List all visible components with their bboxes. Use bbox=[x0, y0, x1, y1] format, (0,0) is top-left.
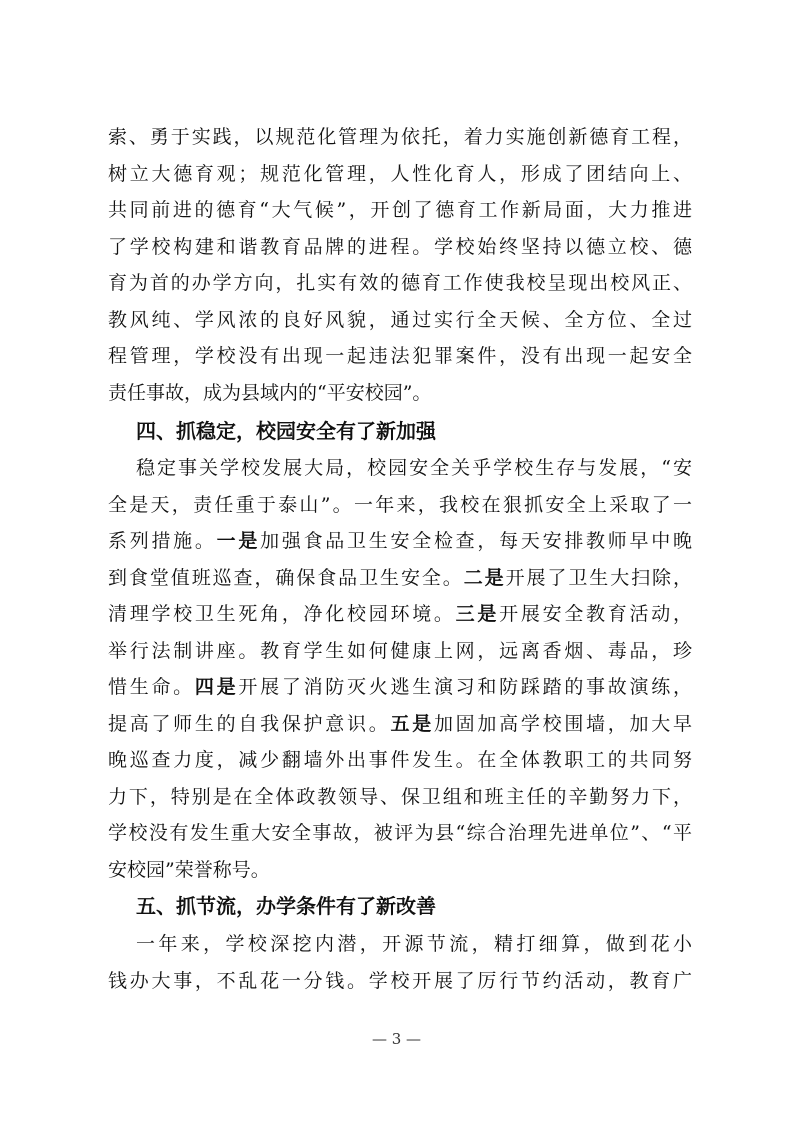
text-segment: 开展了消防灭火逃生演习和防踩踏的事故演练， bbox=[238, 676, 692, 698]
text-line bbox=[108, 815, 692, 851]
text-segment: 到食堂值班巡查，确保食品卫生安全。 bbox=[108, 567, 464, 589]
text-segment: 全是天，责任重于泰山”。一年来，我校在狠抓安全上采取了一 bbox=[108, 494, 692, 516]
text-segment: 树立大德育观；规范化管理，人性化育人，形成了团结向上、 bbox=[108, 163, 692, 185]
text-segment: 提高了师生的自我保护意识。 bbox=[108, 713, 391, 735]
text-line bbox=[108, 487, 692, 523]
text-segment: 惜生命。 bbox=[108, 676, 195, 698]
text-segment: 索、勇于实践，以规范化管理为依托，着力实施创新德育工程， bbox=[108, 126, 692, 148]
bold-label: 四是 bbox=[194, 676, 239, 698]
text-line bbox=[108, 963, 692, 999]
text-segment: 共同前进的德育“大气候”，开创了德育工作新局面，大力推进 bbox=[108, 199, 692, 221]
text-segment: 举行法制讲座。教育学生如何健康上网，远离香烟、毒品，珍 bbox=[108, 640, 692, 662]
text-segment: 程管理，学校没有出现一起违法犯罪案件，没有出现一起安全 bbox=[108, 345, 692, 367]
text-line bbox=[108, 229, 692, 265]
text-segment: 清理学校卫生死角，净化校园环境。 bbox=[108, 603, 456, 625]
bold-label: 一是 bbox=[216, 530, 261, 552]
text-line bbox=[108, 192, 692, 228]
text-segment: 教风纯、学风浓的良好风貌，通过实行全天候、全方位、全过 bbox=[108, 309, 692, 331]
text-segment: 育为首的办学方向，扎实有效的德育工作使我校呈现出校风正、 bbox=[108, 272, 692, 294]
text-segment: 加固加高学校围墙，加大早 bbox=[433, 713, 692, 735]
text-segment: 开展了卫生大扫除， bbox=[505, 567, 692, 589]
text-line bbox=[108, 633, 692, 669]
bold-label: 三是 bbox=[455, 603, 500, 625]
text-segment: 加强食品卫生安全检查，每天安排教师早中晚 bbox=[260, 530, 692, 552]
text-line bbox=[108, 302, 692, 338]
text-segment: 稳定事关学校发展大局，校园安全关乎学校生存与发展，“安 bbox=[136, 457, 692, 479]
text-segment: 四、抓稳定，校园安全有了新加强 bbox=[136, 419, 436, 443]
text-segment: 五、抓节流，办学条件有了新改善 bbox=[136, 894, 436, 918]
text-segment: 力下，特别是在全体政教领导、保卫组和班主任的辛勤努力下， bbox=[108, 786, 692, 808]
text-line bbox=[108, 156, 692, 192]
text-line bbox=[108, 338, 692, 374]
text-segment: 学校没有发生重大安全事故，被评为县“综合治理先进单位”、“平 bbox=[108, 822, 692, 844]
text-segment: 钱办大事，不乱花一分钱。学校开展了厉行节约活动，教育广 bbox=[108, 970, 692, 992]
section-heading bbox=[136, 888, 692, 924]
text-segment: 开展安全教育活动， bbox=[499, 603, 692, 625]
text-segment: 一年来，学校深挖内潜，开源节流，精打细算，做到花小 bbox=[136, 933, 692, 955]
text-segment: 安校园”荣誉称号。 bbox=[108, 859, 270, 881]
text-segment: 晚巡查力度，减少翻墙外出事件发生。在全体教职工的共同努 bbox=[108, 749, 692, 771]
text-segment: 了学校构建和谐教育品牌的进程。学校始终坚持以德立校、德 bbox=[108, 236, 692, 258]
text-line bbox=[108, 596, 692, 632]
text-line bbox=[136, 926, 692, 962]
text-line bbox=[108, 669, 692, 705]
page-number: — 3 — bbox=[371, 1030, 422, 1048]
text-line bbox=[136, 450, 692, 486]
text-line bbox=[108, 706, 692, 742]
bold-label: 五是 bbox=[390, 713, 434, 735]
bold-label: 二是 bbox=[463, 567, 506, 589]
text-line bbox=[108, 119, 692, 155]
section-heading bbox=[136, 413, 692, 449]
text-segment: 责任事故，成为县域内的“平安校园”。 bbox=[108, 382, 432, 404]
text-segment: 系列措施。 bbox=[108, 530, 217, 552]
text-line bbox=[108, 742, 692, 778]
text-line bbox=[108, 523, 692, 559]
text-line bbox=[108, 375, 692, 411]
text-line bbox=[108, 852, 692, 888]
text-line bbox=[108, 779, 692, 815]
text-line bbox=[108, 265, 692, 301]
text-line bbox=[108, 560, 692, 596]
